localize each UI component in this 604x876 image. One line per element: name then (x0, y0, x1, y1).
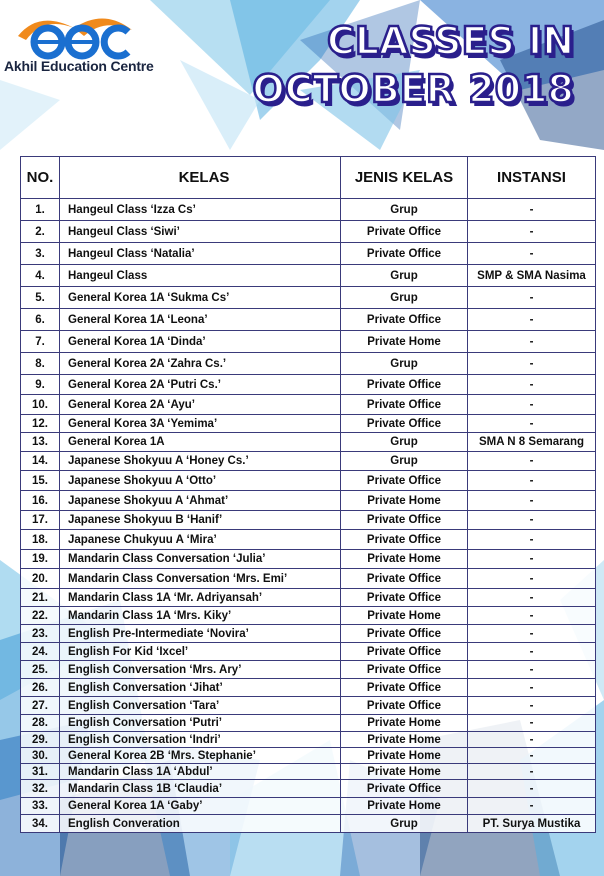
table-row (21, 625, 596, 643)
row-jenis-kelas: Private Office (341, 661, 468, 679)
row-instansi: - (468, 375, 596, 395)
row-kelas: Japanese Shokyuu A ‘Ahmat’ (60, 491, 341, 511)
row-instansi: - (468, 491, 596, 511)
row-jenis-kelas: Grup (341, 452, 468, 471)
row-instansi: - (468, 732, 596, 748)
table-row (21, 433, 596, 452)
row-kelas: Japanese Shokyuu A ‘Otto’ (60, 471, 341, 491)
row-jenis-kelas: Private Office (341, 221, 468, 243)
row-number: 30. (21, 748, 60, 764)
title-line-2: OCTOBER 2018 (252, 67, 574, 111)
class-schedule-table (20, 156, 596, 833)
row-number: 13. (21, 433, 60, 452)
row-kelas: Mandarin Class 1A ‘Mrs. Kiky’ (60, 607, 341, 625)
row-number: 34. (21, 815, 60, 833)
row-instansi: - (468, 589, 596, 607)
row-kelas: General Korea 1A (60, 433, 341, 452)
row-kelas: General Korea 2B ‘Mrs. Stephanie’ (60, 748, 341, 764)
row-jenis-kelas: Grup (341, 353, 468, 375)
row-number: 15. (21, 471, 60, 491)
table-row (21, 679, 596, 697)
row-instansi: - (468, 530, 596, 550)
row-instansi: - (468, 697, 596, 715)
row-number: 21. (21, 589, 60, 607)
row-jenis-kelas: Private Office (341, 395, 468, 415)
row-number: 6. (21, 309, 60, 331)
row-instansi: - (468, 452, 596, 471)
row-instansi: - (468, 798, 596, 815)
row-kelas: English Pre-Intermediate ‘Novira’ (60, 625, 341, 643)
table-row (21, 471, 596, 491)
row-instansi: - (468, 764, 596, 780)
table-row (21, 375, 596, 395)
row-instansi: - (468, 625, 596, 643)
row-number: 9. (21, 375, 60, 395)
row-instansi: - (468, 715, 596, 732)
row-kelas: English Conversation ‘Tara’ (60, 697, 341, 715)
row-instansi: - (468, 287, 596, 309)
row-number: 33. (21, 798, 60, 815)
row-kelas: English Conversation ‘Mrs. Ary’ (60, 661, 341, 679)
table-row (21, 569, 596, 589)
row-jenis-kelas: Private Office (341, 679, 468, 697)
row-jenis-kelas: Private Office (341, 511, 468, 530)
row-jenis-kelas: Private Office (341, 471, 468, 491)
row-kelas: Mandarin Class Conversation ‘Julia’ (60, 550, 341, 569)
row-number: 2. (21, 221, 60, 243)
row-instansi: SMP & SMA Nasima (468, 265, 596, 287)
table-row (21, 530, 596, 550)
row-kelas: General Korea 2A ‘Ayu’ (60, 395, 341, 415)
page-title (252, 19, 574, 111)
row-number: 4. (21, 265, 60, 287)
row-jenis-kelas: Private Office (341, 589, 468, 607)
row-kelas: English Conversation ‘Putri’ (60, 715, 341, 732)
row-jenis-kelas: Grup (341, 815, 468, 833)
row-instansi: - (468, 550, 596, 569)
row-number: 18. (21, 530, 60, 550)
row-number: 28. (21, 715, 60, 732)
row-instansi: - (468, 679, 596, 697)
row-number: 31. (21, 764, 60, 780)
table-row (21, 607, 596, 625)
row-instansi: - (468, 353, 596, 375)
row-kelas: General Korea 1A ‘Gaby’ (60, 798, 341, 815)
row-instansi: - (468, 607, 596, 625)
row-number: 22. (21, 607, 60, 625)
row-kelas: General Korea 2A ‘Zahra Cs.’ (60, 353, 341, 375)
row-instansi: - (468, 415, 596, 433)
table-row (21, 395, 596, 415)
row-instansi: - (468, 511, 596, 530)
row-instansi: - (468, 331, 596, 353)
table-header-row (21, 157, 596, 199)
row-kelas: General Korea 2A ‘Putri Cs.’ (60, 375, 341, 395)
table-row (21, 309, 596, 331)
row-jenis-kelas: Private Home (341, 607, 468, 625)
row-jenis-kelas: Private Office (341, 415, 468, 433)
row-jenis-kelas: Grup (341, 287, 468, 309)
row-number: 19. (21, 550, 60, 569)
row-number: 3. (21, 243, 60, 265)
row-kelas: Hangeul Class (60, 265, 341, 287)
row-number: 27. (21, 697, 60, 715)
row-jenis-kelas: Private Office (341, 569, 468, 589)
row-instansi: - (468, 309, 596, 331)
row-kelas: Hangeul Class ‘Siwi’ (60, 221, 341, 243)
header-kelas: KELAS (60, 157, 341, 199)
row-kelas: Hangeul Class ‘Natalia’ (60, 243, 341, 265)
table-row (21, 287, 596, 309)
row-jenis-kelas: Private Office (341, 625, 468, 643)
row-kelas: Japanese Shokyuu A ‘Honey Cs.’ (60, 452, 341, 471)
row-jenis-kelas: Private Home (341, 331, 468, 353)
brand-name: Akhil Education Centre (4, 58, 154, 74)
row-number: 29. (21, 732, 60, 748)
table-row (21, 798, 596, 815)
table-row (21, 589, 596, 607)
row-jenis-kelas: Grup (341, 433, 468, 452)
row-instansi: - (468, 243, 596, 265)
table-row (21, 764, 596, 780)
row-kelas: Japanese Shokyuu B ‘Hanif’ (60, 511, 341, 530)
row-jenis-kelas: Private Home (341, 732, 468, 748)
row-jenis-kelas: Private Home (341, 491, 468, 511)
header-jenis-kelas: JENIS KELAS (341, 157, 468, 199)
row-number: 5. (21, 287, 60, 309)
table-row (21, 199, 596, 221)
row-number: 25. (21, 661, 60, 679)
row-instansi: - (468, 471, 596, 491)
row-jenis-kelas: Private Office (341, 375, 468, 395)
row-kelas: Hangeul Class ‘Izza Cs’ (60, 199, 341, 221)
row-number: 20. (21, 569, 60, 589)
row-instansi: - (468, 780, 596, 798)
row-jenis-kelas: Private Office (341, 780, 468, 798)
table-row (21, 265, 596, 287)
row-instansi: - (468, 748, 596, 764)
row-jenis-kelas: Private Home (341, 715, 468, 732)
table-row (21, 780, 596, 798)
header-instansi: INSTANSI (468, 157, 596, 199)
table-row (21, 415, 596, 433)
row-jenis-kelas: Private Office (341, 697, 468, 715)
table-row (21, 697, 596, 715)
table-row (21, 331, 596, 353)
row-kelas: General Korea 3A ‘Yemima’ (60, 415, 341, 433)
row-jenis-kelas: Private Office (341, 530, 468, 550)
row-number: 26. (21, 679, 60, 697)
row-number: 17. (21, 511, 60, 530)
row-instansi: - (468, 221, 596, 243)
row-kelas: Mandarin Class 1A ‘Abdul’ (60, 764, 341, 780)
row-instansi: SMA N 8 Semarang (468, 433, 596, 452)
table-row (21, 353, 596, 375)
row-kelas: General Korea 1A ‘Leona’ (60, 309, 341, 331)
table-row (21, 715, 596, 732)
table-body (21, 199, 596, 833)
row-kelas: Mandarin Class 1B ‘Claudia’ (60, 780, 341, 798)
table-row (21, 732, 596, 748)
table-row (21, 452, 596, 471)
row-jenis-kelas: Private Home (341, 798, 468, 815)
row-instansi: PT. Surya Mustika (468, 815, 596, 833)
row-kelas: Japanese Chukyuu A ‘Mira’ (60, 530, 341, 550)
title-line-1: CLASSES IN (326, 19, 574, 63)
row-number: 23. (21, 625, 60, 643)
row-kelas: English Converation (60, 815, 341, 833)
row-number: 32. (21, 780, 60, 798)
table-row (21, 511, 596, 530)
row-jenis-kelas: Private Home (341, 764, 468, 780)
row-instansi: - (468, 395, 596, 415)
row-number: 16. (21, 491, 60, 511)
row-kelas: English Conversation ‘Jihat’ (60, 679, 341, 697)
row-kelas: English For Kid ‘Ixcel’ (60, 643, 341, 661)
row-number: 10. (21, 395, 60, 415)
row-jenis-kelas: Grup (341, 199, 468, 221)
row-kelas: Mandarin Class Conversation ‘Mrs. Emi’ (60, 569, 341, 589)
row-jenis-kelas: Private Office (341, 309, 468, 331)
table-row (21, 748, 596, 764)
row-kelas: English Conversation ‘Indri’ (60, 732, 341, 748)
row-number: 24. (21, 643, 60, 661)
row-number: 8. (21, 353, 60, 375)
table-row (21, 643, 596, 661)
row-instansi: - (468, 661, 596, 679)
row-number: 7. (21, 331, 60, 353)
table-row (21, 661, 596, 679)
row-instansi: - (468, 199, 596, 221)
row-kelas: General Korea 1A ‘Dinda’ (60, 331, 341, 353)
row-kelas: General Korea 1A ‘Sukma Cs’ (60, 287, 341, 309)
table-row (21, 550, 596, 569)
row-jenis-kelas: Private Home (341, 748, 468, 764)
row-jenis-kelas: Grup (341, 265, 468, 287)
table-row (21, 243, 596, 265)
row-number: 14. (21, 452, 60, 471)
table-row (21, 221, 596, 243)
row-instansi: - (468, 569, 596, 589)
row-number: 12. (21, 415, 60, 433)
row-number: 1. (21, 199, 60, 221)
header-no: NO. (21, 157, 60, 199)
row-jenis-kelas: Private Office (341, 643, 468, 661)
row-kelas: Mandarin Class 1A ‘Mr. Adriyansah’ (60, 589, 341, 607)
table-row (21, 491, 596, 511)
row-jenis-kelas: Private Office (341, 243, 468, 265)
table-row (21, 815, 596, 833)
row-instansi: - (468, 643, 596, 661)
row-jenis-kelas: Private Home (341, 550, 468, 569)
